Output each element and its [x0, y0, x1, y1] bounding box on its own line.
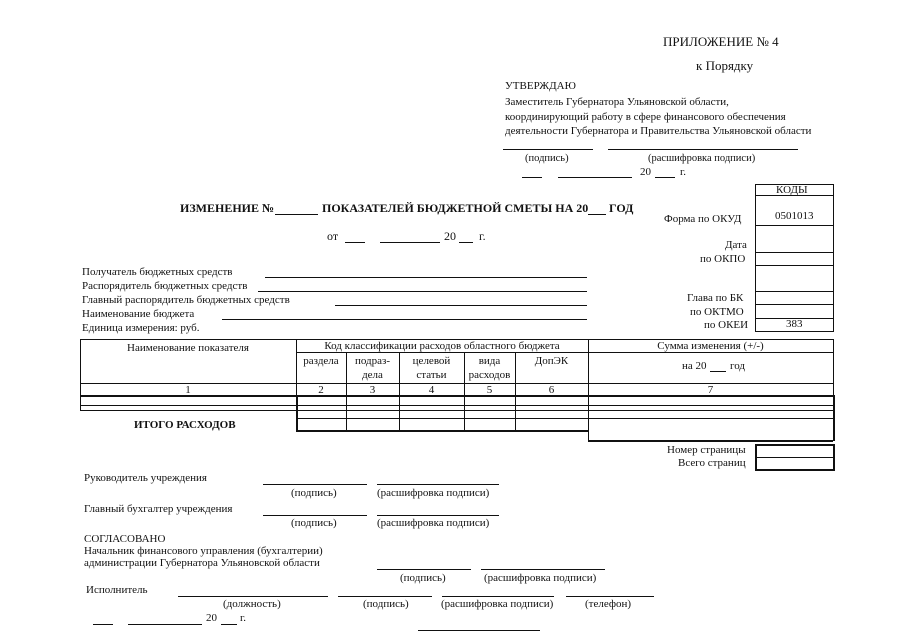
head-decode-caption: (расшифровка подписи) [377, 487, 490, 499]
footer-day-line[interactable] [93, 624, 113, 625]
date-day-line [345, 242, 365, 243]
fin-sign-caption: (подпись) [400, 572, 446, 584]
sub-vid-2: расходов [468, 369, 511, 381]
date-suffix: г. [479, 229, 486, 243]
field-recipient: Получатель бюджетных средств [82, 266, 233, 278]
date-month-line [380, 242, 440, 243]
approve-line-3: деятельности Губернатора и Правительства Ульяновской области [505, 125, 812, 137]
appendix-title: ПРИЛОЖЕНИЕ № 4 [663, 34, 779, 49]
okei-label: по ОКЕИ [704, 319, 749, 331]
date-year-prefix: 20 [444, 229, 456, 243]
accountant-sign-caption: (подпись) [291, 517, 337, 529]
okud-label: Форма по ОКУД [664, 213, 742, 225]
total-label: ИТОГО РАСХОДОВ [134, 419, 236, 431]
codes-box [755, 184, 834, 332]
fin-decode-line[interactable] [481, 569, 605, 570]
heading-part2: ПОКАЗАТЕЛЕЙ БЮДЖЕТНОЙ СМЕТЫ НА 20 [322, 201, 589, 215]
approve-year-prefix: 20 [640, 166, 651, 178]
field-recipient-line[interactable] [265, 277, 587, 278]
executor-position-caption: (должность) [223, 598, 281, 610]
field-manager-line[interactable] [258, 291, 587, 292]
appendix-subtitle: к Порядку [696, 58, 754, 73]
accountant-label: Главный бухгалтер учреждения [84, 503, 233, 515]
executor-label: Исполнитель [86, 584, 148, 596]
accountant-decode-caption: (расшифровка подписи) [377, 517, 490, 529]
approve-year-suffix: г. [680, 166, 687, 178]
col-num-2: 2 [318, 384, 324, 396]
col-code-group-header: Код классификации расходов областного бюджета [324, 340, 560, 352]
approve-line-1: Заместитель Губернатора Ульяновской области, [505, 96, 729, 108]
executor-phone-line[interactable] [566, 596, 654, 597]
fin-sign-line[interactable] [377, 569, 471, 570]
approve-year-line [655, 177, 675, 178]
sub-podrazdel-2: дела [362, 369, 383, 381]
footer-extra-line [418, 630, 540, 631]
field-chief-manager: Главный распорядитель бюджетных средств [82, 294, 290, 306]
sub-target-1: целевой [412, 355, 451, 367]
head-decode-line[interactable] [377, 484, 499, 485]
executor-phone-caption: (телефон) [585, 598, 632, 610]
approve-day-line [522, 177, 542, 178]
date-year-line [459, 242, 473, 243]
field-unit: Единица измерения: руб. [82, 322, 200, 334]
field-budget-name-line[interactable] [222, 319, 587, 320]
approve-sign-label: (подпись) [525, 153, 569, 164]
footer-month-line[interactable] [128, 624, 202, 625]
heading-number-line [275, 214, 318, 215]
executor-sign-caption: (подпись) [363, 598, 409, 610]
sub-dopek: ДопЭК [534, 355, 569, 367]
executor-decode-caption: (расшифровка подписи) [441, 598, 554, 610]
pages-total-label: Всего страниц [678, 457, 746, 469]
footer-year-suffix: г. [240, 612, 247, 624]
sub-target-2: статьи [416, 369, 447, 381]
accountant-decode-line[interactable] [377, 515, 499, 516]
approve-month-line [558, 177, 632, 178]
date-from: от [327, 229, 339, 243]
sub-podrazdel-1: подраз- [354, 355, 391, 367]
approve-decode-line [608, 149, 798, 150]
footer-year-prefix: 20 [206, 612, 217, 624]
bk-label: Глава по БК [687, 292, 744, 304]
okud-value: 0501013 [775, 210, 814, 222]
approve-header: УТВЕРЖДАЮ [505, 80, 576, 92]
executor-sign-line[interactable] [338, 596, 432, 597]
head-sign-caption: (подпись) [291, 487, 337, 499]
head-sign-line[interactable] [263, 484, 367, 485]
executor-decode-line[interactable] [442, 596, 554, 597]
col-num-1: 1 [185, 384, 191, 396]
sub-razdel: раздела [303, 355, 339, 367]
col-sum-group-header: Сумма изменения (+/-) [657, 340, 764, 352]
field-chief-manager-line[interactable] [335, 305, 587, 306]
field-budget-name: Наименование бюджета [82, 308, 195, 320]
col-num-3: 3 [369, 384, 376, 396]
field-manager: Распорядитель бюджетных средств [82, 280, 248, 292]
fin-head-line-1: Начальник финансового управления (бухгалтерии) [84, 545, 323, 557]
col-num-7: 7 [707, 384, 714, 396]
agreed-label: СОГЛАСОВАНО [84, 533, 166, 545]
fin-decode-caption: (расшифровка подписи) [484, 572, 597, 584]
sub-year-line [710, 371, 726, 372]
okei-value: 383 [786, 318, 803, 330]
approve-line-2: координирующий работу в сфере финансового обеспечения [505, 111, 786, 123]
head-label: Руководитель учреждения [84, 472, 207, 484]
sub-year-suffix: год [730, 360, 746, 372]
okpo-label: по ОКПО [700, 253, 746, 265]
executor-position-line[interactable] [178, 596, 328, 597]
codes-header: КОДЫ [776, 184, 808, 196]
page-number-label: Номер страницы [667, 444, 746, 456]
heading-part3: ГОД [609, 201, 634, 215]
heading-part1: ИЗМЕНЕНИЕ № [180, 201, 275, 215]
accountant-sign-line[interactable] [263, 515, 367, 516]
heading-year-line [588, 214, 606, 215]
fin-head-line-2: администрации Губернатора Ульяновской области [84, 557, 320, 569]
col-num-5: 5 [486, 384, 493, 396]
col-num-4: 4 [428, 384, 435, 396]
footer-year-line[interactable] [221, 624, 237, 625]
approve-sign-line [503, 149, 593, 150]
oktmo-label: по ОКТМО [690, 306, 744, 318]
col-name-header: Наименование показателя [127, 342, 249, 354]
sub-vid-1: вида [478, 355, 501, 367]
date-code-label: Дата [725, 239, 747, 251]
approve-decode-label: (расшифровка подписи) [648, 153, 756, 164]
sub-year-prefix: на 20 [682, 360, 707, 372]
col-num-6: 6 [548, 384, 555, 396]
